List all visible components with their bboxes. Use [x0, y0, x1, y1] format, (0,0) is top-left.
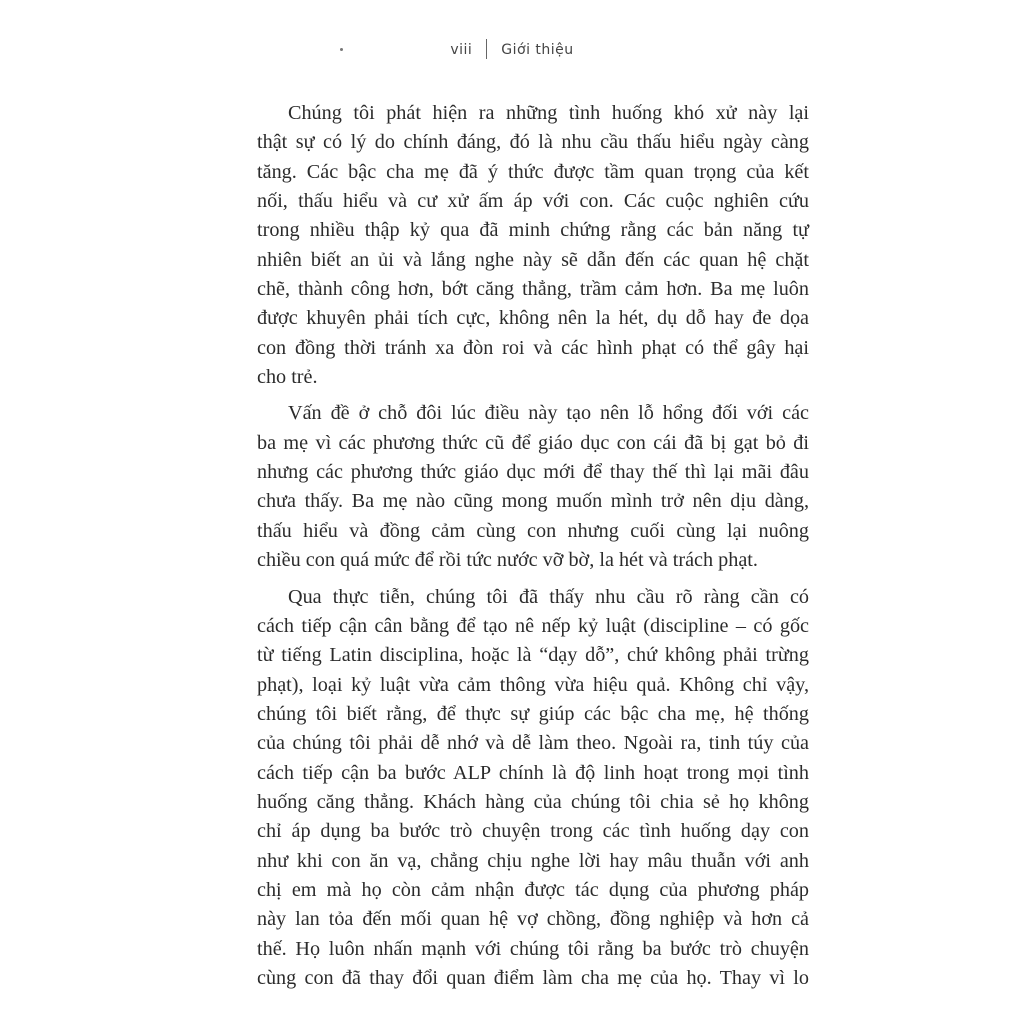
text-line: Chúng tôi phát hiện ra những tình huống khó xử này lại [288, 102, 809, 124]
text-line: chúng tôi biết rằng, để thực sự giúp các bậc cha mẹ, hệ thống [257, 702, 809, 725]
paragraph-2 [257, 399, 809, 575]
text-line: nhiên biết an ủi và lắng nghe này sẽ dẫn đến các quan hệ chặt [257, 248, 809, 271]
text-line: chẽ, thành công hơn, bớt căng thẳng, trầm cảm hơn. Ba mẹ luôn [257, 278, 809, 301]
paragraph-3 [257, 583, 809, 994]
text-line: thế. Họ luôn nhấn mạnh với chúng tôi rằng ba bước trò chuyện [257, 937, 809, 960]
text-line: nối, thấu hiểu và cư xử ấm áp với con. Các cuộc nghiên cứu [257, 190, 809, 213]
text-line: tăng. Các bậc cha mẹ đã ý thức được tầm quan trọng của kết [257, 160, 809, 183]
text-line: con đồng thời tránh xa đòn roi và các hình phạt có thể gây hại [257, 336, 809, 359]
text-line: này lan tỏa đến mối quan hệ vợ chồng, đồng nghiệp và hơn cả [257, 908, 809, 931]
body-text [257, 99, 809, 1000]
text-line: chị em mà họ còn cảm nhận được tác dụng của phương pháp [257, 878, 809, 901]
running-header [0, 40, 1024, 60]
page-number: viii [450, 42, 473, 58]
text-line: của chúng tôi phải dễ nhớ và dễ làm theo. Ngoài ra, tinh túy của [257, 732, 809, 755]
text-line: thật sự có lý do chính đáng, đó là nhu cầu thấu hiểu ngày càng [257, 131, 809, 154]
text-line: như khi con ăn vạ, chẳng chịu nghe lời hay mâu thuẫn với anh [257, 849, 809, 872]
text-line: cách tiếp cận ba bước ALP chính là độ linh hoạt trong mọi tình [257, 761, 809, 784]
text-line: trong nhiều thập kỷ qua đã minh chứng rằng các bản năng tự [257, 219, 809, 242]
text-line: huống căng thẳng. Khách hàng của chúng tôi chia sẻ họ không [257, 790, 809, 813]
text-line: chưa thấy. Ba mẹ nào cũng mong muốn mình trở nên dịu dàng, [257, 490, 809, 513]
text-line: Vấn đề ở chỗ đôi lúc điều này tạo nên lỗ hổng đối với các [288, 402, 809, 425]
text-line: cùng con đã thay đổi quan điểm làm cha mẹ của họ. Thay vì lo [257, 966, 809, 989]
text-line: cho trẻ. [257, 366, 318, 389]
text-line: phạt), loại kỷ luật vừa cảm thông vừa hiệu quả. Không chỉ vậy, [257, 673, 809, 696]
header-separator [486, 39, 487, 59]
text-line: được khuyên phải tích cực, không nên la hét, dụ dỗ hay đe dọa [257, 307, 809, 330]
text-line: từ tiếng Latin disciplina, hoặc là “dạy dỗ”, chứ không phải trừng [257, 644, 809, 667]
text-line: Qua thực tiễn, chúng tôi đã thấy nhu cầu rõ ràng cần có [288, 585, 809, 608]
text-line: cách tiếp cận cân bằng để tạo nê nếp kỷ luật (discipline – có gốc [257, 614, 809, 637]
text-line: nhưng các phương thức giáo dục mới để thay thế thì lại mãi đâu [257, 461, 809, 484]
paragraph-1 [257, 99, 809, 392]
text-line: chỉ áp dụng ba bước trò chuyện trong các tình huống dạy con [257, 820, 809, 843]
text-line: thấu hiểu và đồng cảm cùng con nhưng cuối cùng lại nuông [257, 519, 809, 542]
text-line: ba mẹ vì các phương thức cũ để giáo dục con cái đã bị gạt bỏ đi [257, 431, 809, 454]
section-title: Giới thiệu [501, 42, 574, 58]
text-line: chiều con quá mức để rồi tức nước vỡ bờ, la hét và trách phạt. [257, 549, 758, 572]
